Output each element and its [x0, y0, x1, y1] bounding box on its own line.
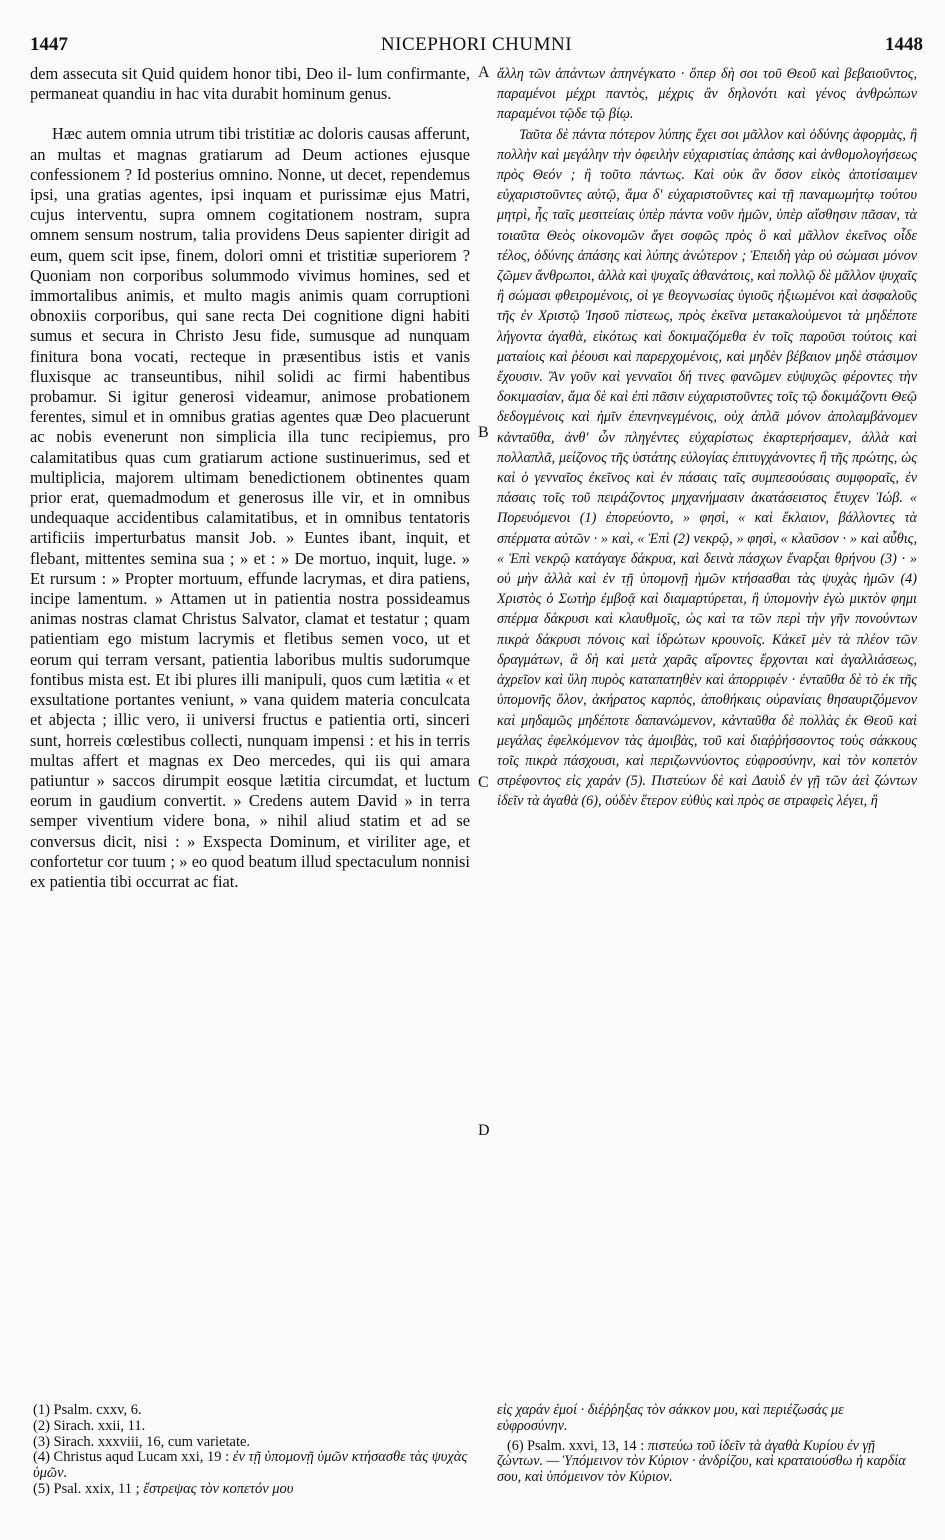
page-number-right: 1448: [885, 34, 923, 55]
section-marker-c: C: [478, 774, 489, 791]
footnote-4-latin: (4) Christus aqud Lucam xxi, 19 :: [33, 1449, 233, 1466]
footnote-5-continuation: εἰς χαράν ἐμοί · διέῤῥηξας τὸν σάκκον μου, καὶ περιέζωσάς με εὐφροσύνην.: [497, 1402, 844, 1434]
page-number-left: 1447: [30, 34, 68, 55]
footnote-6-latin: (6) Psalm. xxvi, 13, 14 :: [507, 1437, 648, 1454]
greek-paragraph-2: Ταῦτα δὲ πάντα πότερον λύπης ἔχει σοι μᾶλλον καὶ ὀδύνης ἀφορμὰς, ἢ πολλὴν καὶ μεγάλην τὴν ὀφειλὴν εὐχαριστίας ἁπάσης καὶ ἀνθομολογήσεως πρὸς Θεόν ; ἢ τοῦτο πάντως. Καὶ οὐκ ἂν ὅσον εἰκὸς ἀποτίσαιμεν εὐχαριστοῦντες αὐτῷ, ἅμα δ' εὐχαριστοῦντες καὶ τῇ παναμωμήτῳ τούτου μητρὶ, ἧς ταῖς μεσιτείαις ὑπὲρ πάντα νοῦν ἡμῶν, ὑπὲρ αἴσθησιν πᾶσαν, τὰ τοιαῦτα Θεὸς οἰκονομῶν ἄγει σοφῶς πρὸς ὃ καὶ μᾶλλον ἐκεῖνος οἶδε τέλος, ὀδύνης ἁπάσης καὶ λύπης ἀνώτερον ; Ἐπειδὴ γὰρ οὐ σώμασι μόνον ζῶμεν ἄνθρωποι, ἀλλὰ καὶ ψυχαῖς ἀθανάτοις, καὶ πολλῷ δὲ μᾶλλον ψυχαῖς ἢ σώμασι φθειρομένοις, οἱ γε θεογνωσίας ὑγιοῦς ἠξιωμένοι καὶ ἀσφαλοῦς τῆς ἐν Χριστῷ Ἰησοῦ πίστεως, πρὸς ἐκεῖνα μετακαλούμενοι τὰ μηδέποτε λήγοντα ἀγαθὰ, εἰκότως καὶ δοκιμαζόμεθα ἐν τοῖς παροῦσι τούτοις καὶ ματαίοις καὶ ῥέουσι καὶ παρερχομένοις, καὶ μηδὲν βέβαιον μηδὲ στάσιμον ἔχουσιν. Ἂν γοῦν καὶ γενναῖοι δή τινες φανῶμεν εὐψυχῶς φέροντες τὴν δοκιμασίαν, ἅμα δὲ καὶ ἐπὶ πᾶσιν εὐχαριστοῦντες τοῖς τῷ δοκιμάζοντι Θεῷ δεδογμένοις καὶ ἡμῖν ἐπενηνεγμένοις, οὐχ ἁπλᾶ μόνον ἀπολαμβάνομεν κἀνταῦθα, ἀνθ' ὧν πληγέντες εὐχαρίστως ἐκαρτερήσαμεν, ἀλλὰ καὶ πολλαπλᾶ, μείζονος τῆς ὑστάτης εὐλογίας ἐπιτυγχάνοντες ἢ τῆς πρώτης, ὡς καὶ ὁ γενναῖος ἐκεῖνος καὶ ἐν πάσαις ταῖς συμπεσούσαις συμφοραῖς, ἐν πάσαις τοῖς τοῦ πειράζοντος μηχανήμασιν ἀκατάσειστος ἔτυχεν Ἰώβ. « Πορευόμενοι (1) ἐπορεύοντο, » φησὶ, « καὶ ἔκλαιον, βάλλοντες τὰ σπέρματα αὐτῶν · » καὶ, « Ἐπὶ (2) νεκρῷ, » φησὶ, « κλαῦσον · » καὶ αὖθις, « Ἐπὶ νεκρῷ κατάγαγε δάκρυα, καὶ δεινὰ πάσχων ἔναρξαι θρήνου (3) · » οὐ μὴν ἀλλὰ καὶ ἐν τῇ ὑπομονῇ ἡμῶν κτήσασθαι τὰς ψυχὰς ἡμῶν (4) Χριστὸς ὁ Σωτὴρ ἐμβοᾷ καὶ διαμαρτύρεται, ἣ ὑπομονὴν ἐγὼ μικτὸν φημι σπέρμα δάκρυσι καὶ κλαυθμοῖς, ὡς καὶ τα τῶν περὶ τὴν γῆν πονούντων πικρὰ δάκρυσι πόνοις καὶ ἱδρώτων κρουνοῖς. Κἀκεῖ μὲν τὰ πλέον τῶν δραγμάτων, ἃ δὴ καὶ μετὰ χαρᾶς αἴροντες ἔρχονται καὶ ἀγαλλιάσεως, ἀχρεῖον καὶ ὕλη πυρὸς καταπατηθὲν καὶ ἀπορριφέν · ἐνταῦθα δὲ τὸ ἐκ τῆς ὑπομονῆς ὅλον, ἀκήρατος καρπὸς, ἀποθήκαις οὐρανίαις θησαυριζόμενον καὶ μηδαμῶς μηδέποτε δαπανώμενον, κἀνταῦθα δὲ πολλὰς ἐκ Θεοῦ καὶ μεγάλας ἐφελκόμενον τὰς ἀμοιβὰς, τοῦ καὶ διαῤῥήσσοντος τοὺς σάκκους τοῖς πικρὰ πάσχουσι, καὶ περιζωννύοντος εὐφροσύνην, καὶ τὸν κοπετὸν στρέφοντος εἰς χαράν (5). Πιστεύων δὲ καὶ Δαυὶδ ἐν γῇ τῶν ἀεὶ ζώντων ἰδεῖν τὰ ἀγαθὰ (6), οὐδὲν ἕτερον εὐθὺς καὶ πρὸς σε στραφεὶς λέγει, ἢ: [497, 126, 917, 810]
footnote-3: (3) Sirach. xxxviii, 16, cum varietate.: [33, 1433, 251, 1450]
greek-column: [497, 64, 917, 812]
footnotes-right: [497, 1403, 917, 1486]
footnote-1: (1) Psalm. cxxv, 6.: [33, 1402, 142, 1418]
running-title: NICEPHORI CHUMNI: [380, 34, 573, 55]
footnote-4: [33, 1450, 473, 1482]
section-marker-b: B: [478, 424, 489, 441]
latin-paragraph-2: Hæc autem omnia utrum tibi tristitiæ ac doloris causas afferunt, an multas et magnas gratiarum ad Deum actiones ejusque confessionem ? Id posterius omnino. Nonne, ut decet, rependemus ipsi, una gratias agentes, ipsi inquam et purissimæ ejus Matri, cujus interventu, supra omnem cogitationem nostram, supra omnem sensum nostrum, talia providens Deus sapienter dirigit ad eum, quem scit ipse, finem, dolori omni et tristitiæ superiorem ? Quoniam non corporibus solummodo vivimus homines, sed et immortalibus animis, et multo magis animis quam corruptioni obnoxiis corporibus, qui sane recta Dei cognitione digni habiti sumus et secura in Christo Jesu fide, sumusque ad nunquam finitura bona vocati, recteque in præsentibus istis et vanis fluxisque ac transeuntibus, nihil solidi ac firmi habentibus probamur. Si igitur generosi videamur, animose probationem ferentes, simul et in omnibus gratias agentes quæ Deo placuerunt ac nobis evenerunt non simplicia illa tunc recipiemus, pro calamitatibus quas cum gratiarum actione sustinuerimus, sed et multiplicia, majorem ultimam benedictionem obtinentes quam prior erat, quemadmodum et generosus ille vir, et in omnibus undequaque accidentibus calamitatibus, et in omnibus tentatoris artificiis imperturbatus mansit Job. » Euntes ibant, inquit, et flebant, mittentes semina sua ; » et : » De mortuo, inquit, luge. » Et rursum : » Propter mortuum, effunde lacrymas, et dira patiens, incipe lamentum. » Attamen ut in patientia nostra possideamus animas nostras clamat Christus Salvator, clamat et testatur ; quam patientiam ego mistum lacrymis et fletibus semen voco, ut et eorum qui terram versant, patientia laboribus multis sudorumque fontibus mista est. Et ibi plures illi manipuli, quos cum lætitia « et exsultatione portantes veniunt, » vana quidem materia conculcata et abjecta ; illic vero, ii universi fructus e patientia orti, sinceri sunt, horreis cœlestibus collecti, nunquam impensi : et his in terris multas affert et magnas ex Deo mercedes, qui iis qui amara patiuntur » saccos dirumpit eosque lætitia circumdat, et luctum eorum in gaudium convertit. » Credens autem David » in terra semper viventium videre bona, » nihil aliud statim et ad se conversus dicit, nisi : » Exspecta Dominum, et viriliter age, et confortetur cor tuum ; » eo quod beatum illud spectaculum nonnisi ex patientia tibi occurrat ac fiat.: [30, 124, 470, 891]
footnote-5-latin: (5) Psal. xxix, 11 ;: [33, 1480, 144, 1497]
footnotes-left: [33, 1403, 473, 1498]
footnote-6: [497, 1439, 917, 1486]
latin-paragraph-1: dem assecuta sit Quid quidem honor tibi, Deo il- lum confirmante, permaneat quandiu in hac vita durabit hominum genus.: [30, 64, 470, 104]
footnote-6-greek: πιστεύω τοῦ ἰδεῖν τὰ ἀγαθὰ Κυρίου ἐν γῇ ζώντων. — Ὑπόμεινον τὸν Κύριον · ἀνδρίζου, καὶ κραταιούσθω ἡ καρδία σου, καὶ ὑπόμεινον τὸν Κύριον.: [497, 1437, 906, 1486]
page-header: [30, 34, 923, 58]
footnote-2: (2) Sirach. xxii, 11.: [33, 1417, 146, 1434]
greek-paragraph-1: ἄλλη τῶν ἁπάντων ἀπηνέγκατο · ὅπερ δὴ σοι τοῦ Θεοῦ καὶ βεβαιοῦντος, παραμένοι μέχρι παντὸς, μέχρις ἂν δηλονότι καὶ γένος ἀνθρώπων παραμένοι τῷδε τῷ βίῳ.: [497, 66, 917, 123]
footnote-4-greek: ἐν τῇ ὑπομονῇ ὑμῶν κτήσασθε τὰς ψυχὰς ὑμῶν.: [33, 1449, 468, 1482]
footnote-5: [33, 1482, 473, 1498]
footnote-5-greek: ἔστρεψας τὸν κοπετόν μου: [143, 1480, 294, 1497]
latin-column: [30, 64, 470, 892]
section-marker-a: A: [478, 64, 490, 81]
section-marker-d: D: [478, 1122, 490, 1139]
